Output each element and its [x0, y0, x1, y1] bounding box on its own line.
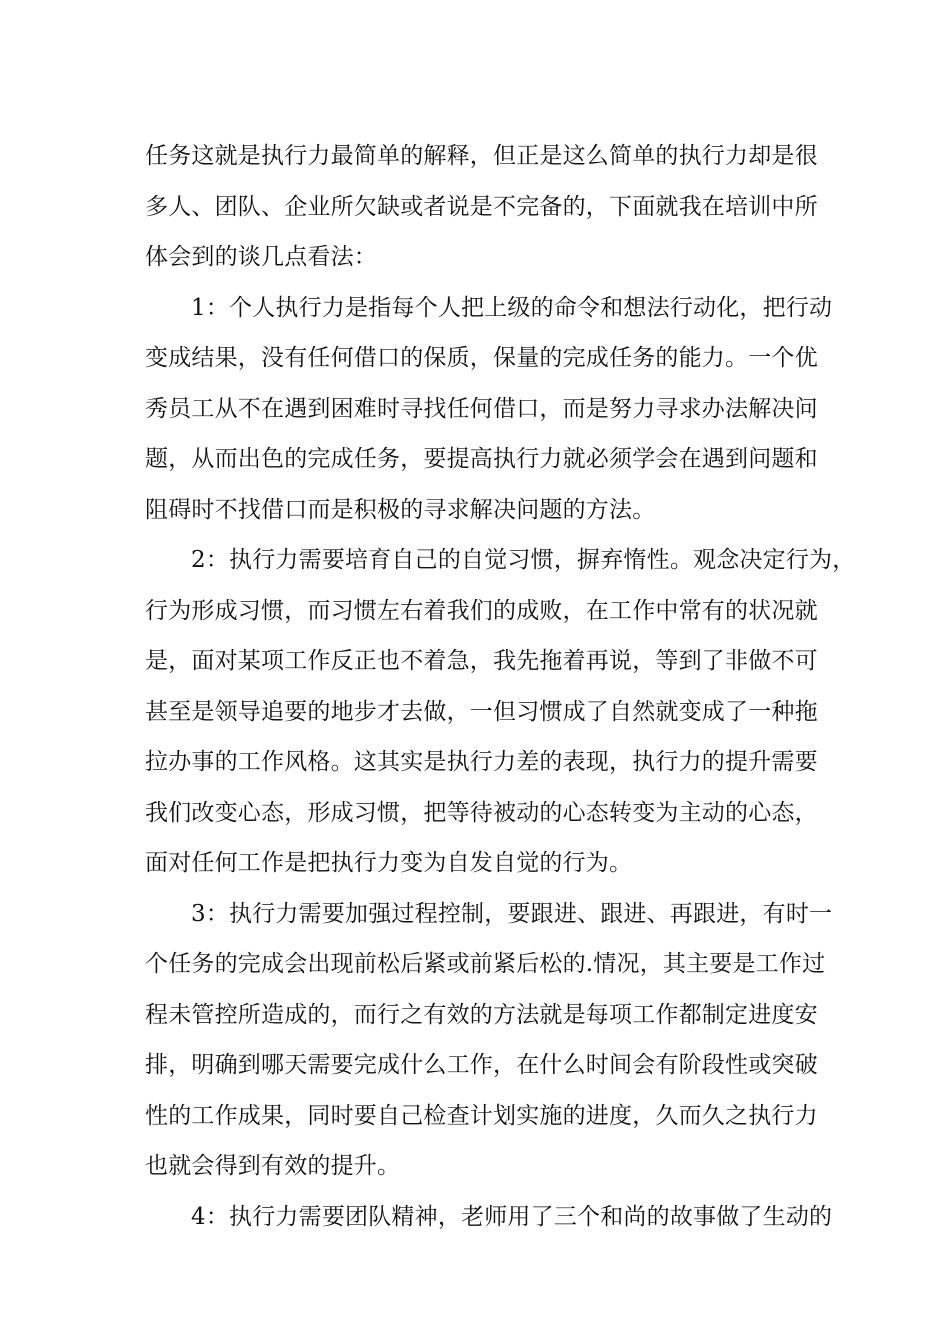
paragraph: [145, 889, 833, 1192]
document-body: [145, 131, 856, 1242]
text-line: 任务这就是执行力最简单的解释，但正是这么简单的执行力却是很: [145, 143, 818, 169]
text-line: 变成结果，没有任何借口的保质，保量的完成任务的能力。一个优: [145, 345, 818, 371]
text-line: 排，明确到哪天需要完成什么工作，在什么时间会有阶段性或突破: [145, 1052, 818, 1078]
text-line: 程未管控所造成的，而行之有效的方法就是每项工作都制定进度安: [145, 1001, 818, 1028]
text-line: 题，从而出色的完成任务，要提高执行力就必须学会在遇到问题和: [145, 446, 818, 472]
text-line: 面对任何工作是把执行力变为自发自觉的行为。: [145, 850, 633, 876]
text-line: 4：执行力需要团队精神，老师用了三个和尚的故事做了生动的: [191, 1203, 833, 1230]
paragraph: [145, 131, 818, 283]
text-line: 个任务的完成会出现前松后紧或前紧后松的.情况，其主要是工作过: [145, 951, 826, 977]
text-line: 1：个人执行力是指每个人把上级的命令和想法行动化，把行动: [191, 294, 833, 321]
paragraph: [145, 535, 856, 889]
paragraph: [145, 1192, 833, 1243]
text-line: 拉办事的工作风格。这其实是执行力差的表现，执行力的提升需要: [145, 749, 818, 775]
text-line: 体会到的谈几点看法：: [145, 244, 377, 270]
text-line: 也就会得到有效的提升。: [145, 1153, 401, 1179]
text-line: 2：执行力需要培育自己的自觉习惯，摒弃惰性。观念决定行为，: [191, 547, 856, 573]
paragraph: [145, 283, 833, 536]
text-line: 性的工作成果，同时要自己检查计划实施的进度，久而久之执行力: [145, 1102, 818, 1129]
text-line: 秀员工从不在遇到困难时寻找任何借口，而是努力寻求办法解决问: [145, 395, 818, 422]
text-line: 行为形成习惯，而习惯左右着我们的成败，在工作中常有的状况就: [145, 597, 818, 624]
text-line: 多人、团队、企业所欠缺或者说是不完备的，下面就我在培训中所: [145, 193, 818, 220]
text-line: 我们改变心态，形成习惯，把等待被动的心态转变为主动的心态，: [145, 799, 818, 826]
text-line: 是，面对某项工作反正也不着急，我先拖着再说，等到了非做不可: [145, 648, 818, 674]
text-line: 甚至是领导追要的地步才去做，一但习惯成了自然就变成了一种拖: [145, 698, 818, 725]
text-line: 阻碍时不找借口而是积极的寻求解决问题的方法。: [145, 496, 656, 523]
text-line: 3：执行力需要加强过程控制，要跟进、跟进、再跟进，有时一: [191, 900, 833, 927]
